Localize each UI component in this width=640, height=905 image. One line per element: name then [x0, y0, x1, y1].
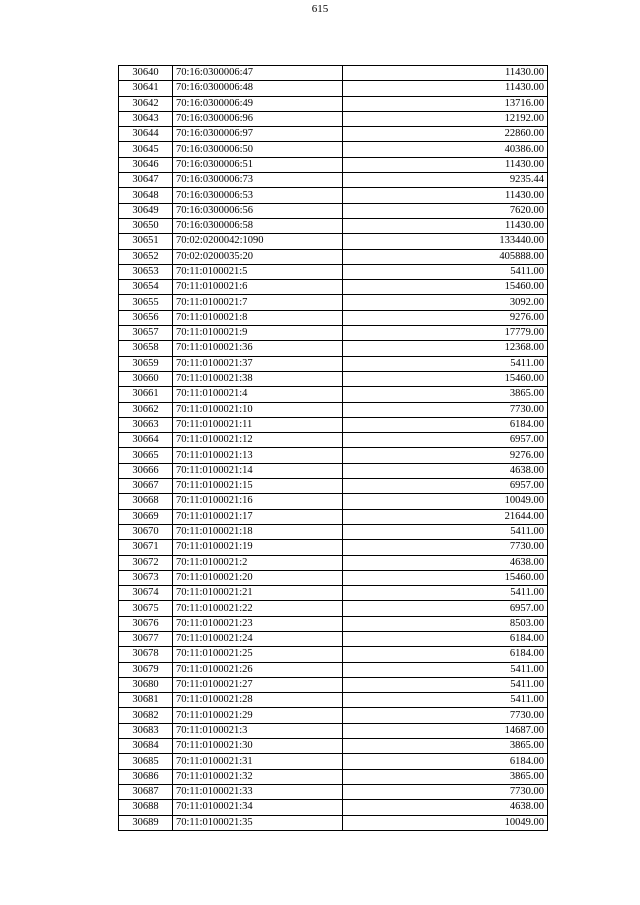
row-number-cell: 30687: [119, 784, 173, 799]
cadastral-number-cell: 70:11:0100021:26: [173, 662, 343, 677]
value-cell: 5411.00: [343, 586, 548, 601]
value-cell: 5411.00: [343, 677, 548, 692]
cadastral-number-cell: 70:11:0100021:18: [173, 524, 343, 539]
value-cell: 7730.00: [343, 402, 548, 417]
table-row: [119, 234, 548, 249]
row-number-cell: 30652: [119, 249, 173, 264]
table-row: [119, 448, 548, 463]
value-cell: 5411.00: [343, 524, 548, 539]
table-row: [119, 142, 548, 157]
cadastral-number-cell: 70:16:0300006:97: [173, 127, 343, 142]
table-row: [119, 66, 548, 81]
row-number-cell: 30670: [119, 524, 173, 539]
table-row: [119, 739, 548, 754]
row-number-cell: 30653: [119, 264, 173, 279]
cadastral-number-cell: 70:11:0100021:14: [173, 463, 343, 478]
table-row: [119, 173, 548, 188]
value-cell: 6184.00: [343, 417, 548, 432]
value-cell: 9276.00: [343, 310, 548, 325]
table-row: [119, 494, 548, 509]
value-cell: 6957.00: [343, 601, 548, 616]
table-row: [119, 708, 548, 723]
table-row: [119, 540, 548, 555]
value-cell: 7730.00: [343, 540, 548, 555]
value-cell: 10049.00: [343, 815, 548, 830]
table-row: [119, 127, 548, 142]
table-row: [119, 111, 548, 126]
cadastral-number-cell: 70:11:0100021:36: [173, 341, 343, 356]
row-number-cell: 30656: [119, 310, 173, 325]
table-row: [119, 800, 548, 815]
value-cell: 14687.00: [343, 723, 548, 738]
table-row: [119, 586, 548, 601]
row-number-cell: 30661: [119, 387, 173, 402]
table-row: [119, 815, 548, 830]
row-number-cell: 30689: [119, 815, 173, 830]
row-number-cell: 30675: [119, 601, 173, 616]
cadastral-number-cell: 70:11:0100021:3: [173, 723, 343, 738]
cadastral-number-cell: 70:11:0100021:21: [173, 586, 343, 601]
row-number-cell: 30669: [119, 509, 173, 524]
table-row: [119, 479, 548, 494]
value-cell: 11430.00: [343, 218, 548, 233]
table-row: [119, 616, 548, 631]
table-row: [119, 310, 548, 325]
value-cell: 3865.00: [343, 739, 548, 754]
table-row: [119, 249, 548, 264]
value-cell: 3865.00: [343, 769, 548, 784]
cadastral-number-cell: 70:16:0300006:53: [173, 188, 343, 203]
value-cell: 4638.00: [343, 800, 548, 815]
value-cell: 9276.00: [343, 448, 548, 463]
cadastral-number-cell: 70:11:0100021:37: [173, 356, 343, 371]
cadastral-number-cell: 70:11:0100021:32: [173, 769, 343, 784]
table-row: [119, 96, 548, 111]
table-row: [119, 570, 548, 585]
cadastral-number-cell: 70:16:0300006:51: [173, 157, 343, 172]
value-cell: 5411.00: [343, 662, 548, 677]
cadastral-number-cell: 70:11:0100021:19: [173, 540, 343, 555]
value-cell: 4638.00: [343, 463, 548, 478]
value-cell: 405888.00: [343, 249, 548, 264]
table-row: [119, 264, 548, 279]
row-number-cell: 30654: [119, 280, 173, 295]
value-cell: 5411.00: [343, 264, 548, 279]
table-row: [119, 693, 548, 708]
value-cell: 13716.00: [343, 96, 548, 111]
value-cell: 17779.00: [343, 326, 548, 341]
value-cell: 9235.44: [343, 173, 548, 188]
table-row: [119, 371, 548, 386]
cadastral-number-cell: 70:11:0100021:34: [173, 800, 343, 815]
cadastral-number-cell: 70:11:0100021:23: [173, 616, 343, 631]
row-number-cell: 30667: [119, 479, 173, 494]
value-cell: 6184.00: [343, 631, 548, 646]
row-number-cell: 30668: [119, 494, 173, 509]
value-cell: 21644.00: [343, 509, 548, 524]
row-number-cell: 30643: [119, 111, 173, 126]
table-row: [119, 356, 548, 371]
value-cell: 10049.00: [343, 494, 548, 509]
row-number-cell: 30682: [119, 708, 173, 723]
cadastral-number-cell: 70:16:0300006:47: [173, 66, 343, 81]
value-cell: 5411.00: [343, 356, 548, 371]
row-number-cell: 30644: [119, 127, 173, 142]
cadastral-number-cell: 70:11:0100021:25: [173, 647, 343, 662]
value-cell: 3092.00: [343, 295, 548, 310]
table-row: [119, 754, 548, 769]
cadastral-number-cell: 70:02:0200035:20: [173, 249, 343, 264]
row-number-cell: 30686: [119, 769, 173, 784]
table-row: [119, 280, 548, 295]
table-row: [119, 509, 548, 524]
cadastral-number-cell: 70:16:0300006:49: [173, 96, 343, 111]
row-number-cell: 30684: [119, 739, 173, 754]
value-cell: 11430.00: [343, 157, 548, 172]
row-number-cell: 30672: [119, 555, 173, 570]
value-cell: 3865.00: [343, 387, 548, 402]
row-number-cell: 30673: [119, 570, 173, 585]
cadastral-number-cell: 70:11:0100021:4: [173, 387, 343, 402]
table-row: [119, 463, 548, 478]
value-cell: 8503.00: [343, 616, 548, 631]
cadastral-number-cell: 70:16:0300006:96: [173, 111, 343, 126]
cadastral-number-cell: 70:11:0100021:22: [173, 601, 343, 616]
table-row: [119, 218, 548, 233]
cadastral-number-cell: 70:02:0200042:1090: [173, 234, 343, 249]
table-row: [119, 647, 548, 662]
cadastral-number-cell: 70:11:0100021:15: [173, 479, 343, 494]
value-cell: 12368.00: [343, 341, 548, 356]
table-row: [119, 433, 548, 448]
value-cell: 12192.00: [343, 111, 548, 126]
cadastral-number-cell: 70:11:0100021:5: [173, 264, 343, 279]
value-cell: 6184.00: [343, 647, 548, 662]
cadastral-number-cell: 70:11:0100021:9: [173, 326, 343, 341]
cadastral-number-cell: 70:11:0100021:6: [173, 280, 343, 295]
table-row: [119, 188, 548, 203]
cadastral-number-cell: 70:11:0100021:35: [173, 815, 343, 830]
value-cell: 133440.00: [343, 234, 548, 249]
row-number-cell: 30666: [119, 463, 173, 478]
value-cell: 15460.00: [343, 570, 548, 585]
row-number-cell: 30677: [119, 631, 173, 646]
value-cell: 6957.00: [343, 479, 548, 494]
row-number-cell: 30648: [119, 188, 173, 203]
cadastral-number-cell: 70:11:0100021:8: [173, 310, 343, 325]
table-row: [119, 631, 548, 646]
row-number-cell: 30646: [119, 157, 173, 172]
value-cell: 4638.00: [343, 555, 548, 570]
row-number-cell: 30674: [119, 586, 173, 601]
value-cell: 22860.00: [343, 127, 548, 142]
cadastral-number-cell: 70:16:0300006:73: [173, 173, 343, 188]
table-row: [119, 723, 548, 738]
row-number-cell: 30658: [119, 341, 173, 356]
cadastral-number-cell: 70:11:0100021:17: [173, 509, 343, 524]
cadastral-number-cell: 70:11:0100021:16: [173, 494, 343, 509]
table-row: [119, 81, 548, 96]
table-row: [119, 677, 548, 692]
value-cell: 11430.00: [343, 188, 548, 203]
row-number-cell: 30650: [119, 218, 173, 233]
cadastral-number-cell: 70:11:0100021:7: [173, 295, 343, 310]
cadastral-number-cell: 70:11:0100021:12: [173, 433, 343, 448]
table-row: [119, 402, 548, 417]
cadastral-number-cell: 70:11:0100021:30: [173, 739, 343, 754]
value-cell: 6184.00: [343, 754, 548, 769]
table-row: [119, 417, 548, 432]
value-cell: 40386.00: [343, 142, 548, 157]
cadastral-number-cell: 70:16:0300006:50: [173, 142, 343, 157]
table-row: [119, 601, 548, 616]
row-number-cell: 30680: [119, 677, 173, 692]
value-cell: 11430.00: [343, 81, 548, 96]
cadastral-number-cell: 70:11:0100021:38: [173, 371, 343, 386]
cadastral-number-cell: 70:11:0100021:24: [173, 631, 343, 646]
row-number-cell: 30655: [119, 295, 173, 310]
table-row: [119, 157, 548, 172]
table-row: [119, 326, 548, 341]
value-cell: 11430.00: [343, 66, 548, 81]
table-row: [119, 769, 548, 784]
row-number-cell: 30681: [119, 693, 173, 708]
page-number: 615: [311, 3, 329, 15]
row-number-cell: 30679: [119, 662, 173, 677]
cadastral-number-cell: 70:16:0300006:48: [173, 81, 343, 96]
row-number-cell: 30665: [119, 448, 173, 463]
row-number-cell: 30649: [119, 203, 173, 218]
cadastral-value-table: [118, 65, 548, 831]
value-cell: 7730.00: [343, 708, 548, 723]
row-number-cell: 30685: [119, 754, 173, 769]
table-row: [119, 387, 548, 402]
row-number-cell: 30671: [119, 540, 173, 555]
table-row: [119, 203, 548, 218]
row-number-cell: 30663: [119, 417, 173, 432]
row-number-cell: 30640: [119, 66, 173, 81]
table-row: [119, 524, 548, 539]
table-row: [119, 784, 548, 799]
cadastral-number-cell: 70:11:0100021:2: [173, 555, 343, 570]
value-cell: 7620.00: [343, 203, 548, 218]
row-number-cell: 30683: [119, 723, 173, 738]
cadastral-number-cell: 70:11:0100021:10: [173, 402, 343, 417]
row-number-cell: 30676: [119, 616, 173, 631]
row-number-cell: 30664: [119, 433, 173, 448]
value-cell: 15460.00: [343, 371, 548, 386]
row-number-cell: 30641: [119, 81, 173, 96]
table-row: [119, 295, 548, 310]
value-cell: 5411.00: [343, 693, 548, 708]
table-row: [119, 341, 548, 356]
value-cell: 7730.00: [343, 784, 548, 799]
row-number-cell: 30662: [119, 402, 173, 417]
cadastral-number-cell: 70:11:0100021:13: [173, 448, 343, 463]
row-number-cell: 30660: [119, 371, 173, 386]
table-row: [119, 555, 548, 570]
cadastral-number-cell: 70:11:0100021:29: [173, 708, 343, 723]
value-cell: 6957.00: [343, 433, 548, 448]
row-number-cell: 30657: [119, 326, 173, 341]
cadastral-number-cell: 70:11:0100021:28: [173, 693, 343, 708]
cadastral-number-cell: 70:11:0100021:20: [173, 570, 343, 585]
row-number-cell: 30688: [119, 800, 173, 815]
cadastral-number-cell: 70:11:0100021:27: [173, 677, 343, 692]
row-number-cell: 30678: [119, 647, 173, 662]
table-body: [119, 66, 548, 831]
cadastral-number-cell: 70:11:0100021:33: [173, 784, 343, 799]
row-number-cell: 30659: [119, 356, 173, 371]
value-cell: 15460.00: [343, 280, 548, 295]
row-number-cell: 30642: [119, 96, 173, 111]
cadastral-number-cell: 70:11:0100021:31: [173, 754, 343, 769]
row-number-cell: 30645: [119, 142, 173, 157]
row-number-cell: 30647: [119, 173, 173, 188]
table-row: [119, 662, 548, 677]
row-number-cell: 30651: [119, 234, 173, 249]
cadastral-number-cell: 70:16:0300006:56: [173, 203, 343, 218]
cadastral-number-cell: 70:11:0100021:11: [173, 417, 343, 432]
cadastral-number-cell: 70:16:0300006:58: [173, 218, 343, 233]
